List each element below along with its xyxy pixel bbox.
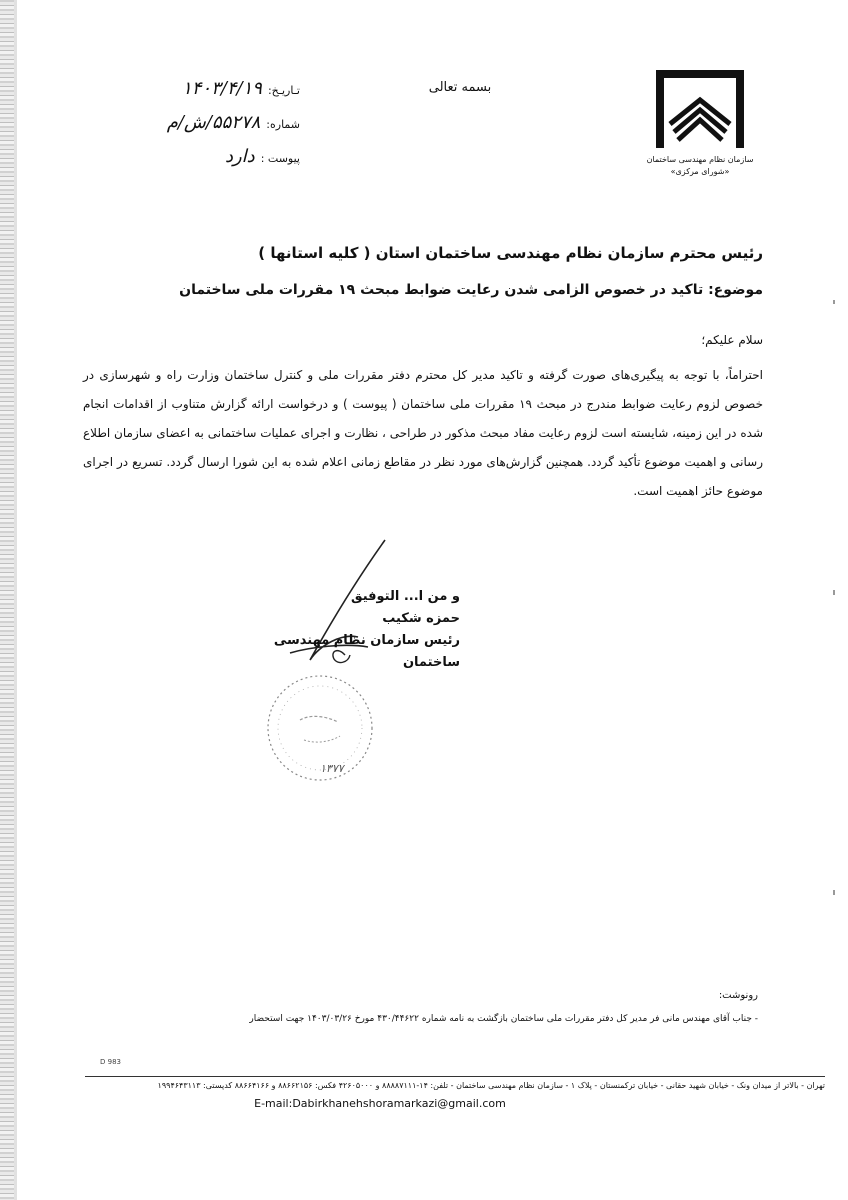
date-field (85, 78, 300, 99)
attachment-value: دارد (224, 146, 255, 167)
number-field (85, 112, 300, 133)
cc-label: رونوشت: (718, 990, 758, 1001)
official-stamp (260, 670, 380, 794)
footer-divider (85, 1076, 825, 1077)
recipient-line: رئیس محترم سازمان نظام مهندسی ساختمان استان ( کلیه استانها ) (258, 244, 763, 262)
date-label: تـاریـخ: (267, 84, 300, 97)
closing-phrase: و من ا... التوفیق (350, 589, 460, 604)
number-value: ۵۵۲۷۸/ش/م (166, 112, 261, 133)
footer-email: E-mail:Dabirkhanehshoramarkazi@gmail.com (254, 1097, 506, 1110)
attachment-field (85, 146, 300, 167)
document-code: D 983 (100, 1058, 121, 1066)
bismillah: بسمه تعالی (428, 80, 492, 95)
footer-address: تهران - بالاتر از میدان ونک - خیابان شهید حقانی - خیابان ترکمنستان - پلاک ۱ - سازمان نظام مهندسی ساختمان - تلفن: ۱۴-۸۸۸۸۷۱۱۱ و ۴۲۶۰۵۰۰۰ فکس: ۸۸۶۶۲۱۵۶ و ۸۸۶۶۴۱۶۶ کدپستی: ۱۹۹۴۶۴۳۱۱۳ (157, 1081, 825, 1090)
margin-mark (833, 300, 835, 304)
greeting: سلام علیکم؛ (701, 333, 763, 347)
attachment-label: پیوست : (260, 152, 300, 165)
number-label: شماره: (266, 118, 300, 131)
org-logo (640, 62, 760, 178)
scan-edge (0, 0, 14, 1200)
subject-line: موضوع: تاکید در خصوص الزامی شدن رعایت ضوابط مبحث ۱۹ مقررات ملی ساختمان (179, 282, 763, 298)
date-value: ۱۴۰۳/۴/۱۹ (182, 78, 262, 99)
closing-block (240, 586, 460, 674)
cc-line: - جناب آقای مهندس مانی فر مدیر کل دفتر مقررات ملی ساختمان بازگشت به نامه شماره ۴۳۰/۴۴۶۲۲ مورخ ۱۴۰۳/۰۳/۲۶ جهت استحضار (249, 1014, 758, 1024)
margin-mark (833, 890, 835, 895)
roof-logo-icon (654, 62, 746, 154)
signatory-title: رئیس سازمان نظام مهندسی ساختمان (273, 633, 460, 670)
margin-mark (833, 590, 835, 595)
org-name: سازمان نظام مهندسی ساختمان (646, 155, 754, 164)
letter-body: احتراماً، با توجه به پیگیری‌های صورت گرفته و تاکید مدیر کل محترم دفتر مقررات ملی و کنترل ساختمان وزارت راه و شهرسازی در خصوص لزوم رعایت ضوابط مندرج در مبحث ۱۹ مقررات ملی ساختمان ( پیوست ) و درخواست ارائه گزارش متناوب از اقدامات انجام شده در این زمینه، شایسته است لزوم رعایت مفاد مبحث مذکور در طراحی ، نظارت و اجرای عملیات ساختمانی به اعضای سازمان اطلاع رسانی و اهمیت موضوع تأکید گردد. همچنین گزارش‌های مورد نظر در مقاطع زمانی اعلام شده به این شورا ارسال گردد. تسریع در اجرای موضوع حائز اهمیت است. (83, 368, 763, 498)
signatory-name: حمزه شکیب (382, 611, 460, 626)
org-subname: «شورای مرکزی» (670, 167, 730, 176)
stamp-number: ۱۳۷۷ (320, 762, 344, 775)
